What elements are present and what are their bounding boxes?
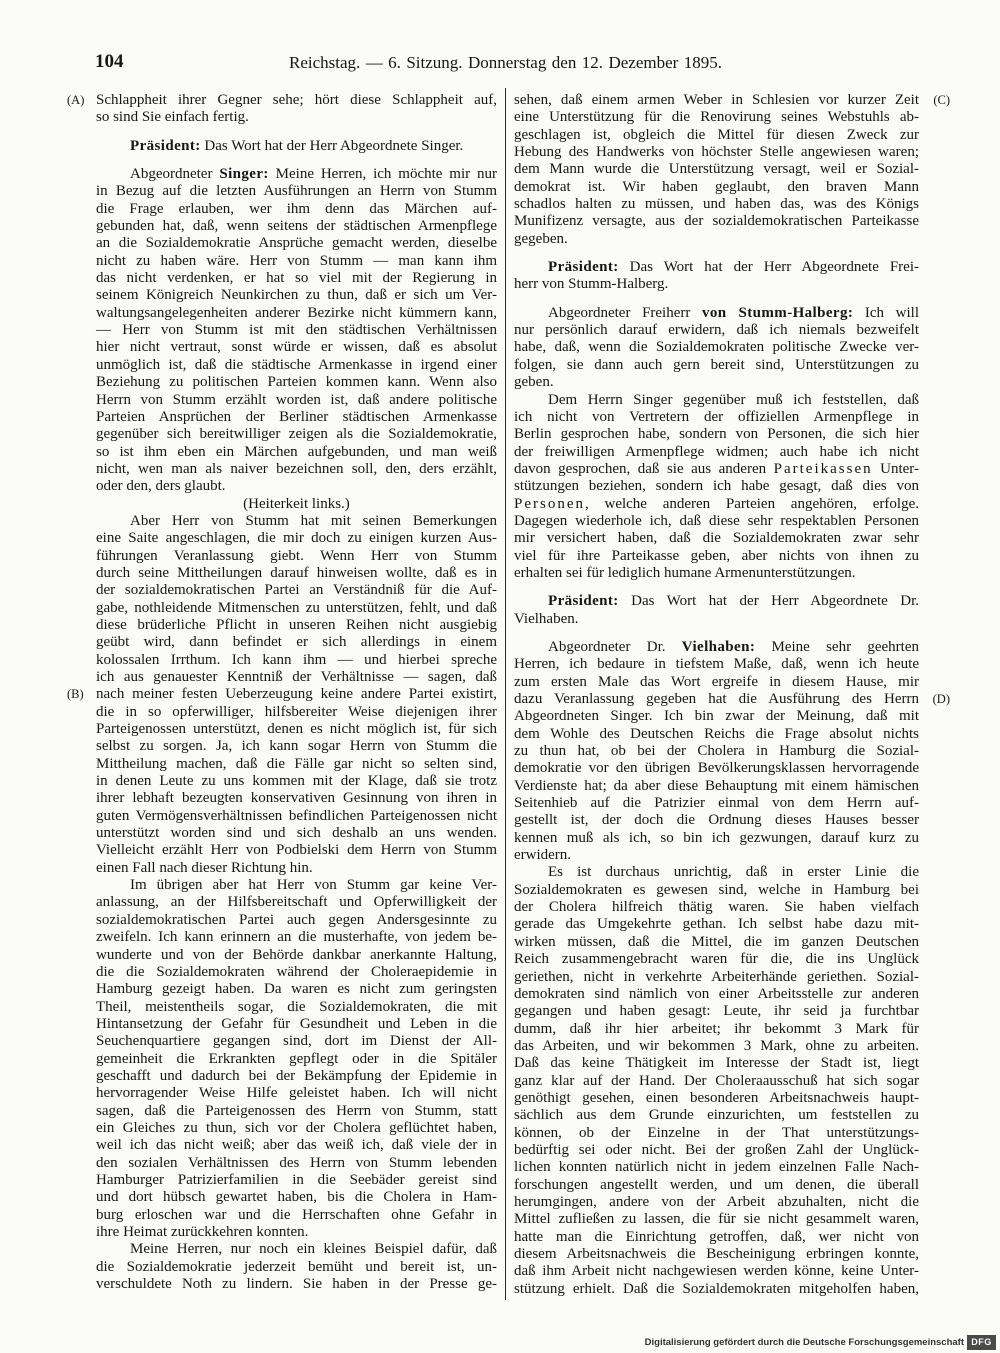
text-line: forschungen angestellt werden, und um denen, die überall bbox=[514, 1176, 919, 1193]
text-line: Hintansetzung der Gefahr für Gesundheit und Leben in die bbox=[96, 1015, 497, 1032]
text-line: das Arbeiten, und wir bekommen 3 Mark, ohne zu arbeiten. bbox=[514, 1037, 919, 1054]
left-column bbox=[67, 92, 497, 1293]
text-line: gabe, nothleidende Mitmenschen zu unterstützen, fehlt, und daß bbox=[96, 599, 497, 616]
text-line: seinem Königreich Neunkirchen zu thun, daß er sich um Ver- bbox=[96, 287, 497, 304]
text-line: — Herr von Stumm ist mit den städtischen Verhältnissen bbox=[96, 322, 497, 339]
text-line: weil ich das nicht weiß; aber das weiß ich, daß viele der in bbox=[96, 1137, 497, 1154]
text-line: ein Gleiches zu thun, sich vor der Cholera geflüchtet haben, bbox=[96, 1119, 497, 1136]
text-line: guten Vermögensverhältnissen befindlichen Parteigenossen nicht bbox=[96, 807, 497, 824]
margin-marker: (D) bbox=[932, 692, 950, 706]
text-line: ihre Heimat zurückkehren konnten. bbox=[96, 1224, 309, 1240]
text-line: den sozialen Verhältnissen des Herrn von Stumm lebenden bbox=[96, 1154, 497, 1171]
text-line: demokrat ist. Wir haben geglaubt, den braven Mann bbox=[514, 178, 919, 195]
text-line: sagen, daß die Parteigenossen des Herrn von Stumm, statt bbox=[96, 1102, 497, 1119]
text-line: zum ersten Male das Wort ergreife in diesem Hause, mir bbox=[514, 673, 919, 690]
text-line: Vielhaben. bbox=[514, 610, 579, 627]
speech-paragraph bbox=[514, 864, 919, 1298]
text-line: Aber Herr von Stumm hat mit seinen Bemerkungen bbox=[130, 512, 497, 529]
speaker-name: Präsident: bbox=[548, 593, 619, 610]
emphasized-word: Personen bbox=[514, 495, 585, 512]
text-line: Beziehung zu politischen Parteien kommen kann. Wenn also bbox=[96, 374, 497, 391]
text-line: Munifizenz versagte, aus der sozialdemokratischen Parteikasse bbox=[514, 213, 919, 230]
running-title: Reichstag. — 6. Sitzung. Donnerstag den 12. Dezember 1895. bbox=[289, 53, 722, 72]
text-line: Daß das keine Thätigkeit im Interesse der Stadt ist, liegt bbox=[514, 1055, 919, 1072]
text-line: Mittheilung machen, daß die Fälle gar nicht so selten sind, bbox=[96, 755, 497, 772]
text-line: unterstützt worden sind und sich deshalb an uns wenden. bbox=[96, 825, 497, 842]
text-line: herr von Stumm-Halberg. bbox=[514, 276, 669, 293]
text-line: die in so opferwilliger, hilfsbereiter Weise diejenigen ihrer bbox=[96, 703, 497, 720]
text-line: oder den, ders glaubt. bbox=[96, 478, 226, 495]
text-line: eine Saite angeschlagen, die mir doch zu einigen kurzen Aus- bbox=[96, 530, 497, 547]
text-line: hier nicht vertraut, sonst würde er wissen, daß es absolut bbox=[96, 339, 497, 356]
text-line: Vielleicht erzählt Herr von Podbielski dem Herrn von Stumm bbox=[96, 842, 497, 859]
text-line: führungen Veranlassung giebt. Wenn Herr von Stumm bbox=[96, 547, 497, 564]
text-line: Parteien Ansprüchen der Berliner städtischen Armenkasse bbox=[96, 408, 497, 425]
speech-paragraph bbox=[514, 392, 919, 583]
text-line: kennen muß als ich, so bin ich gezwungen, darauf kurz zu bbox=[514, 829, 919, 846]
text-line: erwidern. bbox=[514, 847, 572, 864]
speaker-name: Vielhaben: bbox=[681, 638, 756, 655]
text-line: geschlagen ist, obgleich die Mittel für diesen Zweck zur bbox=[514, 126, 919, 143]
text-line: Hamburger Patrizierfamilien in die Seebäder gereist sind bbox=[96, 1171, 497, 1188]
text-line: Schlappheit ihrer Gegner sehe; hört diese Schlappheit auf, (A) bbox=[67, 92, 497, 108]
text-line: diese brüderliche Pflicht in unseren Reihen nicht ausgiebig bbox=[96, 616, 497, 633]
text-line: nur persönlich darauf erwidern, daß ich niemals bezweifelt bbox=[514, 322, 919, 339]
text-line: Abgeordneter Dr. Vielhaben: Meine sehr geehrten bbox=[548, 638, 919, 655]
text-line: demokratie vor den übrigen Bevölkerungsklassen hervorragende bbox=[514, 760, 919, 777]
text-line: ihrer lebhaft bezeugten konservativen Gesinnung von ihren in bbox=[96, 790, 497, 807]
interjection-paragraph bbox=[96, 496, 497, 513]
text-line: Dagegen wiederhole ich, daß diese sehr respektablen Personen bbox=[514, 512, 919, 529]
text-line: waltungsangelegenheiten anderer Bezirke nicht kümmern kann, bbox=[96, 304, 497, 321]
text-line: das nicht verdenken, er hat so viel mit der Regierung in bbox=[96, 270, 497, 287]
text-line: anlassung, an der Hilfsbereitschaft und Opferwilligkeit der bbox=[96, 894, 497, 911]
right-column bbox=[514, 92, 950, 1298]
text-line: sozialdemokratischen Partei auch gegen Andersgesinnte zu bbox=[96, 911, 497, 928]
text-line: an die Sozialdemokratie Ansprüche gemacht werden, dieselbe bbox=[96, 235, 497, 252]
speaker-name: von Stumm-Halberg: bbox=[701, 304, 854, 321]
text-line: Abgeordneter Freiherr von Stumm-Halberg: Ich will bbox=[548, 304, 919, 321]
text-line: Herren, ich bedaure in tiefstem Maße, daß, wenn ich heute bbox=[514, 656, 919, 673]
text-line: Meine Herren, nur noch ein kleines Beispiel dafür, daß bbox=[130, 1241, 497, 1258]
text-line: Präsident: Das Wort hat der Herr Abgeordnete Frei- bbox=[548, 259, 919, 276]
speaker-name: Präsident: bbox=[130, 137, 201, 154]
text-line: Berlin gesprochen habe, sondern von Personen, die sich hier bbox=[514, 426, 919, 443]
text-line: Präsident: Das Wort hat der Herr Abgeordnete Dr. bbox=[548, 593, 919, 610]
text-line: sehen, daß einem armen Weber in Schlesien vor kurzer Zeit (C) bbox=[514, 92, 950, 108]
text-line: nicht zu haben wäre. Herr von Stumm — man kann ihm bbox=[96, 252, 497, 269]
page-number: 104 bbox=[95, 51, 124, 72]
text-line: gebunden hat, daß, wenn seitens der städtischen Armenpflege bbox=[96, 218, 497, 235]
text-line: daß ihm Arbeit nicht nachgewiesen werden könne, keine Unter- bbox=[514, 1263, 919, 1280]
text-line: demokraten sind nämlich von einer Arbeitsstelle zur anderen bbox=[514, 985, 919, 1002]
speech-paragraph bbox=[96, 877, 497, 1241]
text-line: Seitenhieb auf die Patrizier einmal von dem Herrn auf- bbox=[514, 795, 919, 812]
text-line: nach meiner festen Ueberzeugung keine andere Partei existirt, (B) bbox=[67, 686, 497, 703]
text-line: durch seine Mittheilungen darauf hinweisen wollte, daß es in bbox=[96, 564, 497, 581]
text-line: selbst zu sorgen. Ja, ich kann sogar Herrn von Stumm die bbox=[96, 738, 497, 755]
text-line: erhalten sei für lediglich humane Armenunterstützungen. bbox=[514, 564, 856, 581]
text-line: Reich zusammengebracht waren für die, die ins Unglück bbox=[514, 951, 919, 968]
president-paragraph bbox=[514, 259, 919, 294]
text-line: viel für ihre Parteikasse geben, aber nichts von ihnen zu bbox=[514, 547, 919, 564]
text-line: burg erloschen war und die Herrschaften ohne Gefahr in bbox=[96, 1206, 497, 1223]
text-line: davon gesprochen, daß sie aus anderen Parteikassen Unter- bbox=[514, 460, 919, 477]
text-line: die Sozialdemokratie jederzeit bemüht und bereit ist, un- bbox=[96, 1258, 497, 1275]
text-line: (Heiterkeit links.) bbox=[243, 495, 350, 512]
text-line: ich aus genauester Kenntniß der Verhältnisse — sagen, daß bbox=[96, 669, 497, 685]
speaker-name: Präsident: bbox=[548, 259, 619, 276]
text-line: einen Fall nach dieser Richtung hin. bbox=[96, 859, 313, 876]
speech-paragraph bbox=[514, 305, 919, 392]
text-line: gestellt ist, der doch die Ordnung dieses Hauses besser bbox=[514, 812, 919, 829]
funding-notice: Digitalisierung gefördert durch die Deutsche Forschungsgemeinschaft bbox=[644, 1337, 964, 1348]
text-line: und dort hübsch gewartet haben, bis die Cholera in Ham- bbox=[96, 1189, 497, 1206]
text-line: Es ist durchaus unrichtig, daß in erster Linie die bbox=[548, 864, 919, 881]
text-line: dumm, daß ihr hier arbeitet; ihr bekommt 3 Mark für bbox=[514, 1020, 919, 1037]
column-divider bbox=[505, 88, 506, 1300]
text-line: schadlos halten zu müssen, und haben das, was des Königs bbox=[514, 196, 919, 213]
text-line: verschuldete Noth zu lindern. Sie haben in der Presse ge- bbox=[96, 1276, 497, 1293]
text-line: Parteigenossen unterstützt, denen es nicht möglich ist, für sich bbox=[96, 721, 497, 738]
emphasized-word: Parteikassen bbox=[773, 460, 873, 477]
text-line: stützung erhielt. Daß die Sozialdemokraten mitgeholfen haben, bbox=[514, 1280, 919, 1297]
text-line: Abgeordneter Singer: Meine Herren, ich möchte mir nur bbox=[130, 166, 497, 183]
text-line: zweifeln. Ich kann erinnern an die musterhafte, von jedem be- bbox=[96, 929, 497, 946]
margin-marker: (C) bbox=[933, 93, 950, 107]
president-paragraph bbox=[514, 593, 919, 628]
text-line: Hebung des Handwerks von höchster Stelle angewiesen waren; bbox=[514, 144, 919, 161]
text-line: geben. bbox=[514, 374, 554, 391]
text-line: genöthigt gesehen, einen besonderen Arbeitsnachweis haupt- bbox=[514, 1089, 919, 1106]
text-line: zu thun hat, ob bei der Cholera in Hamburg die Sozial- bbox=[514, 743, 919, 760]
text-line: Theil, meistentheils sogar, die Sozialdemokraten, die mit bbox=[96, 998, 497, 1015]
text-line: diesem Arbeitsnachweis die Bescheinigung erbringen konnte, bbox=[514, 1246, 919, 1262]
text-line: dem Mann wurde die Unterstützung versagt, weil er Sozial- bbox=[514, 161, 919, 178]
text-line: gegenüber sich bereitwilliger zeigen als die Sozialdemokratie, bbox=[96, 426, 497, 443]
text-line: können, ob der Einzelne in der That unterstützungs- bbox=[514, 1124, 919, 1141]
text-line: in Bezug auf die letzten Ausführungen an Herrn von Stumm bbox=[96, 183, 497, 200]
text-line: unmöglich ist, daß die städtische Armenkasse in irgend einer bbox=[96, 356, 497, 373]
text-line: die Frage erlauben, wer ihm denn das Märchen auf- bbox=[96, 200, 497, 217]
text-line: der sozialdemokratischen Partei an Verständniß für die Auf- bbox=[96, 582, 497, 599]
margin-marker: (B) bbox=[67, 687, 84, 702]
text-line: dazu Veranlassung gegeben hat die Ausführung des Herrn (D) bbox=[514, 691, 950, 707]
text-line: Herrn von Stumm erzählt worden ist, daß andere politische bbox=[96, 391, 497, 408]
text-line: Mittel zufließen zu lassen, die für sie nicht gesammelt waren, bbox=[514, 1211, 919, 1228]
text-line: mir versichert haben, daß die Sozialdemokraten zwar sehr bbox=[514, 530, 919, 547]
text-line: hervorragender Weise Hilfe geleistet haben. Ich will nicht bbox=[96, 1085, 497, 1102]
speech-paragraph bbox=[514, 638, 950, 864]
text-line: Abgeordneten Singer. Ich bin zwar der Meinung, daß mit bbox=[514, 708, 919, 725]
margin-marker: (A) bbox=[67, 93, 85, 107]
dfg-logo: DFG bbox=[967, 1335, 996, 1350]
continuation-paragraph bbox=[514, 92, 950, 248]
text-line: kolossalen Irrthum. Ich kann ihm — und hierbei spreche bbox=[96, 651, 497, 668]
text-line: ich nicht von Vertretern der offiziellen Armenpflege in bbox=[514, 408, 919, 425]
text-line: gemeinheit die Erkrankten gepflegt oder in die Spitäler bbox=[96, 1050, 497, 1067]
text-line: geriethen, nicht in verkehrte Arbeiterhände geriethen. Sozial- bbox=[514, 968, 919, 985]
text-line: herumgingen, andere von der Arbeit abzuhalten, nicht die bbox=[514, 1193, 919, 1210]
text-line: Sozialdemokraten es gewesen sind, welche in Hamburg bei bbox=[514, 881, 919, 898]
text-line: so sind Sie einfach fertig. bbox=[96, 109, 249, 126]
text-line: habe, daß, wenn die Sozialdemokraten politische Zwecke ver- bbox=[514, 339, 919, 356]
text-line: gegangen und haben gesagt: Leute, ihr seid ja furchtbar bbox=[514, 1003, 919, 1020]
speech-paragraph bbox=[96, 166, 497, 496]
president-paragraph bbox=[96, 138, 497, 155]
text-line: dem Wohle des Deutschen Reichs die Frage absolut nichts bbox=[514, 725, 919, 742]
text-line: Präsident: Das Wort hat der Herr Abgeordnete Singer. bbox=[130, 137, 464, 154]
text-line: hatte man die Einrichtung getroffen, daß, wer nicht von bbox=[514, 1228, 919, 1245]
text-line: eine Unterstützung für die Renovirung seines Webstuhls ab- bbox=[514, 109, 919, 126]
text-line: sächlich aus dem Grunde einzurichten, um feststellen zu bbox=[514, 1107, 919, 1124]
continuation-paragraph bbox=[67, 92, 497, 127]
text-line: der freiwilligen Armenpflege widmen; auch habe ich nicht bbox=[514, 443, 919, 460]
speech-paragraph bbox=[67, 512, 497, 877]
text-line: Seuchenquartiere gegangen sind, dort im Dienst der All- bbox=[96, 1033, 497, 1050]
text-line: lichen konnten natürlich nicht in jedem einzelnen Falle Nach- bbox=[514, 1159, 919, 1176]
text-line: Verdienste hat; da aber diese Behauptung mit einem hämischen bbox=[514, 777, 919, 794]
text-line: ganz klar auf der Hand. Der Choleraausschuß hat sich sogar bbox=[514, 1072, 919, 1089]
text-line: Im übrigen aber hat Herr von Stumm gar keine Ver- bbox=[130, 877, 497, 894]
text-line: so ist ihm eben ein Märchen aufgebunden, und man weiß bbox=[96, 443, 497, 460]
text-line: geübt wird, dann befindet er sich allerdings in einem bbox=[96, 634, 497, 651]
text-line: wunderte und von der Behörde dankbar anerkannte Haltung, bbox=[96, 946, 497, 963]
text-line: Dem Herrn Singer gegenüber muß ich feststellen, daß bbox=[548, 391, 919, 408]
text-line: Hamburg gezeigt haben. Da waren es nicht zum geringsten bbox=[96, 981, 497, 998]
text-line: in denen Leute zu uns kommen mit der Klage, daß sie trotz bbox=[96, 773, 497, 790]
text-line: Personen, welche anderen Parteien angehören, erfolge. bbox=[514, 495, 919, 512]
text-line: wirken müssen, daß die Mittel, die im ganzen Deutschen bbox=[514, 933, 919, 950]
speaker-name: Singer: bbox=[219, 166, 269, 183]
text-line: die die Sozialdemokraten während der Choleraepidemie in bbox=[96, 963, 497, 980]
text-line: gerade das Umgekehrte gethan. Ich selbst habe dazu mit- bbox=[514, 916, 919, 933]
text-line: bedürftig sei oder nicht. Bei der großen Zahl der Unglück- bbox=[514, 1141, 919, 1158]
text-line: folgen, sie dann auch gern bereit sind, Unterstützungen zu bbox=[514, 356, 919, 373]
text-line: der Cholera hilfreich thätig waren. Sie haben vielfach bbox=[514, 899, 919, 916]
text-line: gegeben. bbox=[514, 230, 568, 247]
text-line: nicht, wen man als naiver bezeichnen soll, den, ders erzählt, bbox=[96, 460, 497, 477]
speech-paragraph bbox=[96, 1241, 497, 1293]
text-line: stützungen beziehen, sondern ich habe gesagt, daß dies von bbox=[514, 478, 919, 495]
text-line: geschafft und dadurch bei der Bekämpfung der Epidemie in bbox=[96, 1067, 497, 1084]
